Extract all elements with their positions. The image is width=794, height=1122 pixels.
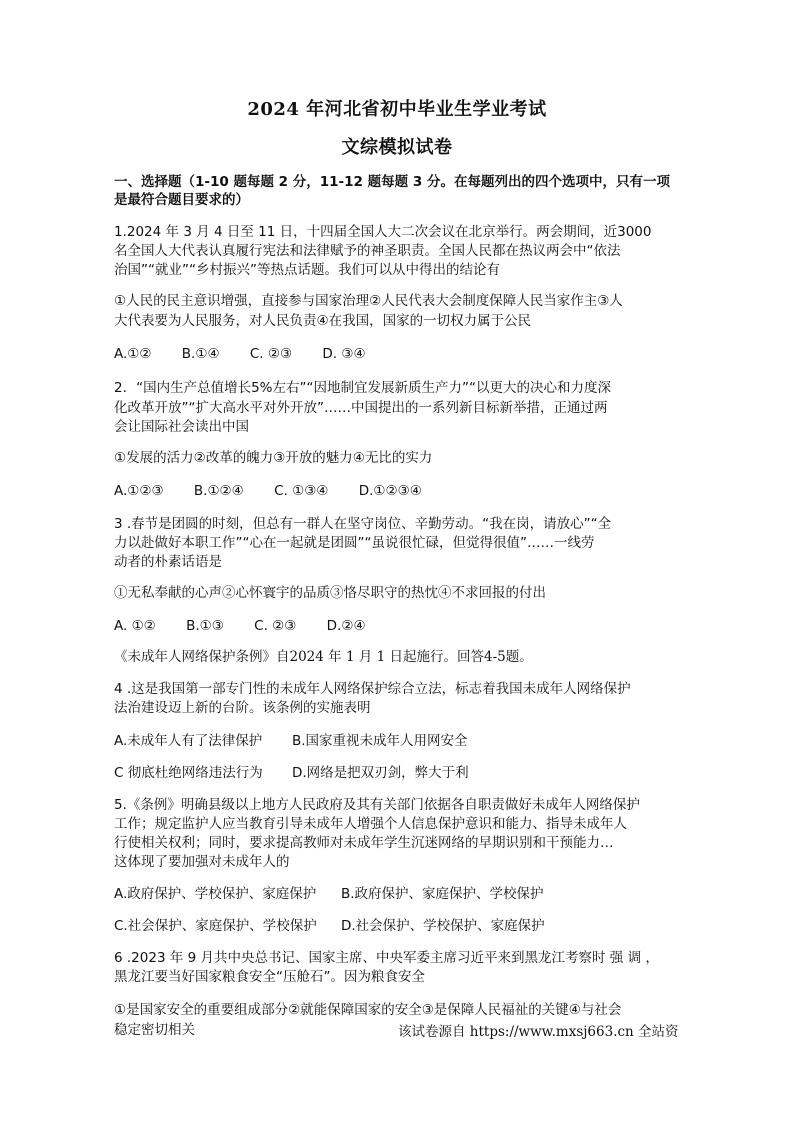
q6-statements-line1: ①是国家安全的重要组成部分②就能保障国家的安全③是保障人民福祉的关键④与社会 <box>114 1002 622 1018</box>
exam-title: 2024 年河北省初中毕业生学业考试 <box>247 99 547 120</box>
q4-option-d: D.网络是把双刃剑，弊大于利 <box>292 765 469 781</box>
q4-options-row1 <box>114 731 694 751</box>
q5-option-a: A.政府保护、学校保护、家庭保护 <box>114 886 317 902</box>
q4-stem-line1: 4 .这是我国第一部专门性的未成年人网络保护综合立法，标志着我国未成年人网络保护 <box>114 681 631 697</box>
q4-option-c: C 彻底杜绝网络违法行为 <box>114 765 263 781</box>
q3-statements: ①无私奉献的心声②心怀寰宇的品质③恪尽职守的热忱④不求回报的付出 <box>114 585 546 601</box>
q2-option-c: C. ①③④ <box>274 483 329 499</box>
material-note: 《未成年人网络保护条例》自2024 年 1 月 1 日起施行。回答4-5题。 <box>114 649 533 665</box>
q4-stem-line2: 法治建设迈上新的台阶。该条例的实施表明 <box>114 700 371 716</box>
q6-stem-line2: 黑龙江要当好国家粮食安全“压舱石”。因为粮食安全 <box>114 969 425 985</box>
section-heading-line1: 一、选择题（1-10 题每题 2 分，11-12 题每题 3 分。在每题列出的四个选项中，只有一项 <box>114 174 670 190</box>
q5-option-c: C.社会保护、家庭保护、学校保护 <box>114 918 317 934</box>
q5-options-row2 <box>114 916 694 936</box>
q1-options <box>114 344 694 364</box>
q6-statements-line2: 稳定密切相关 <box>114 1022 195 1038</box>
q3-stem-line1: 3 .春节是团圆的时刻，但总有一群人在坚守岗位、辛勤劳动。“我在岗，请放心”“全 <box>114 516 612 532</box>
q2-option-a: A.①②③ <box>114 483 164 499</box>
q3-stem-line3: 动者的朴素话语是 <box>114 554 222 570</box>
q2-stem-line1: 2．“国内生产总值增长5%左右”“因地制宜发展新质生产力”“以更大的决心和力度深 <box>114 380 611 396</box>
q3-stem-line2: 力以赴做好本职工作”“心在一起就是团圆”“虽说很忙碌，但觉得很值”……一线劳 <box>114 535 595 551</box>
q1-option-a: A.①② <box>114 346 152 362</box>
q6-stem-line1: 6 .2023 年 9 月共中央总书记、国家主席、中央军委主席习近平来到黑龙江考察时 强 调 ， <box>114 950 659 966</box>
q5-stem-line4: 这体现了要加强对未成年人的 <box>114 854 290 870</box>
q5-option-b: B.政府保护、家庭保护、学校保护 <box>341 886 544 902</box>
q2-option-d: D.①②③④ <box>358 483 422 499</box>
q3-options <box>114 616 694 636</box>
q3-option-c: C. ②③ <box>254 618 297 634</box>
q3-option-b: B.①③ <box>186 618 224 634</box>
q5-stem-line3: 行使相关权利；同时，要求提高教师对未成年学生沉迷网络的早期识别和干预能力… <box>114 835 614 851</box>
q2-option-b: B.①②④ <box>193 483 244 499</box>
q4-option-a: A.未成年人有了法律保护 <box>114 733 263 749</box>
q2-statements: ①发展的活力②改革的魄力③开放的魅力④无比的实力 <box>114 450 433 466</box>
q1-stem-line2: 名全国人大代表认真履行宪法和法律赋予的神圣职责。全国人民都在热议两会中“依法 <box>114 243 621 259</box>
q2-options <box>114 481 694 501</box>
q1-statements-line1: ①人民的民主意识增强，直接参与国家治理②人民代表大会制度保障人民当家作主③人 <box>114 293 623 309</box>
exam-subtitle: 文综模拟试卷 <box>341 137 453 158</box>
section-heading-line2: 是最符合题目要求的） <box>114 192 249 208</box>
q2-stem-line2: 化改革开放”“扩大高水平对外开放”……中国提出的一系列新目标新举措，正通过两 <box>114 400 608 416</box>
q2-stem-line3: 会让国际社会读出中国 <box>114 419 249 435</box>
q1-option-b: B.①④ <box>181 346 220 362</box>
q1-stem-line3: 治国”“就业”“乡村振兴”等热点话题。我们可以从中得出的结论有 <box>114 262 500 278</box>
q4-option-b: B.国家重视未成年人用网安全 <box>292 733 468 749</box>
q3-option-d: D.②④ <box>326 618 366 634</box>
q5-stem-line1: 5.《条例》明确县级以上地方人民政府及其有关部门依据各自职责做好未成年人网络保护 <box>114 797 640 813</box>
q1-statements-line2: 大代表要为人民服务，对人民负责④在我国，国家的一切权力属于公民 <box>114 313 532 329</box>
q4-options-row2 <box>114 763 694 783</box>
q3-option-a: A. ①② <box>114 618 156 634</box>
q1-option-c: C. ②③ <box>249 346 293 362</box>
q1-stem-line1: 1.2024 年 3 月 4 日至 11 日，十四届全国人大二次会议在北京举行。两会期间，近3000 <box>114 224 652 240</box>
q5-options-row1 <box>114 884 694 904</box>
source-footer: 该试卷源自 https://www.mxsj663.cn 全站资 <box>398 1024 679 1040</box>
q5-option-d: D.社会保护、学校保护、家庭保护 <box>341 918 545 934</box>
q5-stem-line2: 工作；规定监护人应当教育引导未成年人增强个人信息保护意识和能力、指导未成年人 <box>114 816 627 832</box>
q1-option-d: D. ③④ <box>322 346 366 362</box>
